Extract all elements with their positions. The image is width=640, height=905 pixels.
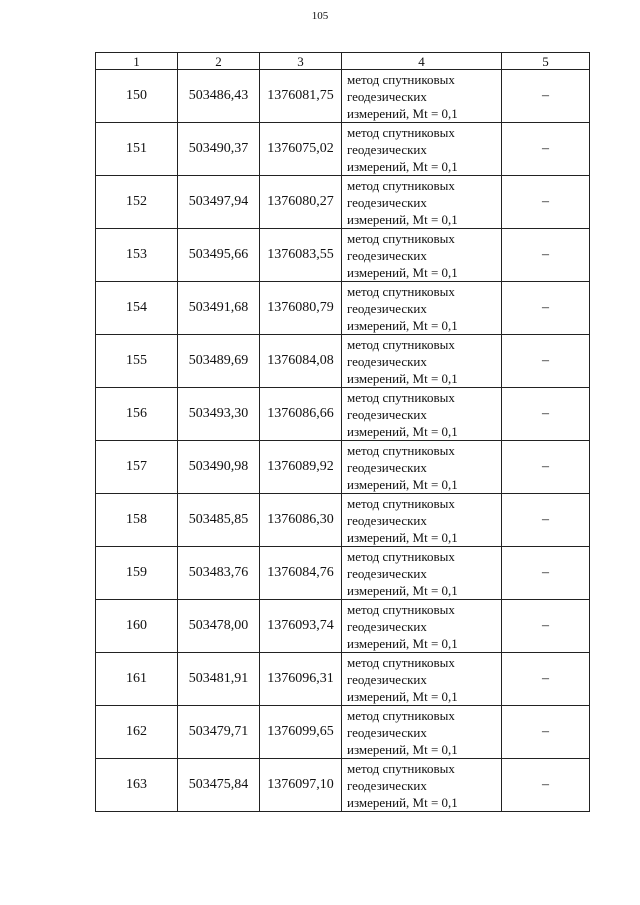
note-dash: –: [542, 300, 549, 315]
method-line: измерений, Mt = 0,1: [347, 211, 458, 227]
x-coordinate-cell: 503475,84: [178, 759, 260, 812]
x-coordinate-cell: 503495,66: [178, 229, 260, 282]
x-coordinate-cell: 503479,71: [178, 706, 260, 759]
note-cell: [502, 70, 590, 123]
method-line: метод спутниковых: [347, 177, 455, 193]
method-line: геодезических: [347, 777, 427, 793]
y-coordinate-cell: 1376089,92: [260, 441, 342, 494]
method-line: измерений, Mt = 0,1: [347, 741, 458, 757]
note-cell: [502, 759, 590, 812]
y-coordinate-cell: 1376084,08: [260, 335, 342, 388]
note-dash: –: [542, 247, 549, 262]
note-cell: [502, 706, 590, 759]
method-line: геодезических: [347, 512, 427, 528]
method-line: метод спутниковых: [347, 707, 455, 723]
note-cell: [502, 388, 590, 441]
x-coordinate-cell: 503491,68: [178, 282, 260, 335]
method-line: измерений, Mt = 0,1: [347, 105, 458, 121]
coordinates-table: [95, 52, 590, 812]
y-coordinate-cell: 1376097,10: [260, 759, 342, 812]
method-line: метод спутниковых: [347, 230, 455, 246]
point-number-cell: 159: [96, 547, 178, 600]
method-cell: [342, 600, 502, 653]
method-line: геодезических: [347, 194, 427, 210]
method-cell: [342, 388, 502, 441]
table-row: [96, 494, 590, 547]
method-line: геодезических: [347, 459, 427, 475]
point-number-cell: 158: [96, 494, 178, 547]
note-dash: –: [542, 406, 549, 421]
method-line: метод спутниковых: [347, 654, 455, 670]
note-dash: –: [542, 88, 549, 103]
table-row: [96, 600, 590, 653]
method-line: метод спутниковых: [347, 336, 455, 352]
method-line: измерений, Mt = 0,1: [347, 264, 458, 280]
x-coordinate-cell: 503497,94: [178, 176, 260, 229]
table-row: [96, 547, 590, 600]
y-coordinate-cell: 1376096,31: [260, 653, 342, 706]
y-coordinate-cell: 1376084,76: [260, 547, 342, 600]
method-line: измерений, Mt = 0,1: [347, 476, 458, 492]
table-row: [96, 335, 590, 388]
point-number-cell: 161: [96, 653, 178, 706]
method-line: измерений, Mt = 0,1: [347, 794, 458, 810]
table-row: [96, 759, 590, 812]
y-coordinate-cell: 1376086,66: [260, 388, 342, 441]
note-dash: –: [542, 724, 549, 739]
method-line: геодезических: [347, 724, 427, 740]
method-line: геодезических: [347, 353, 427, 369]
x-coordinate-cell: 503478,00: [178, 600, 260, 653]
method-cell: [342, 229, 502, 282]
note-dash: –: [542, 141, 549, 156]
note-dash: –: [542, 194, 549, 209]
point-number-cell: 155: [96, 335, 178, 388]
y-coordinate-cell: 1376080,79: [260, 282, 342, 335]
point-number-cell: 153: [96, 229, 178, 282]
note-cell: [502, 653, 590, 706]
point-number-cell: 154: [96, 282, 178, 335]
method-line: метод спутниковых: [347, 283, 455, 299]
x-coordinate-cell: 503485,85: [178, 494, 260, 547]
note-cell: [502, 547, 590, 600]
method-line: метод спутниковых: [347, 548, 455, 564]
method-line: геодезических: [347, 406, 427, 422]
table-row: [96, 653, 590, 706]
method-line: измерений, Mt = 0,1: [347, 529, 458, 545]
note-dash: –: [542, 777, 549, 792]
column-header-2: 2: [178, 53, 260, 70]
point-number-cell: 163: [96, 759, 178, 812]
table-row: [96, 706, 590, 759]
table-row: [96, 229, 590, 282]
method-line: геодезических: [347, 565, 427, 581]
method-line: геодезических: [347, 671, 427, 687]
column-header-4: 4: [342, 53, 502, 70]
note-dash: –: [542, 353, 549, 368]
x-coordinate-cell: 503493,30: [178, 388, 260, 441]
x-coordinate-cell: 503483,76: [178, 547, 260, 600]
point-number-cell: 157: [96, 441, 178, 494]
y-coordinate-cell: 1376093,74: [260, 600, 342, 653]
method-line: геодезических: [347, 88, 427, 104]
note-cell: [502, 494, 590, 547]
y-coordinate-cell: 1376080,27: [260, 176, 342, 229]
y-coordinate-cell: 1376081,75: [260, 70, 342, 123]
method-line: геодезических: [347, 618, 427, 634]
method-cell: [342, 547, 502, 600]
method-line: измерений, Mt = 0,1: [347, 158, 458, 174]
note-dash: –: [542, 459, 549, 474]
method-cell: [342, 176, 502, 229]
table-row: [96, 388, 590, 441]
method-cell: [342, 282, 502, 335]
point-number-cell: 152: [96, 176, 178, 229]
table-row: [96, 176, 590, 229]
method-cell: [342, 494, 502, 547]
y-coordinate-cell: 1376075,02: [260, 123, 342, 176]
column-header-3: 3: [260, 53, 342, 70]
x-coordinate-cell: 503490,37: [178, 123, 260, 176]
y-coordinate-cell: 1376086,30: [260, 494, 342, 547]
method-line: геодезических: [347, 141, 427, 157]
method-cell: [342, 70, 502, 123]
point-number-cell: 150: [96, 70, 178, 123]
note-cell: [502, 600, 590, 653]
note-dash: –: [542, 671, 549, 686]
method-line: измерений, Mt = 0,1: [347, 370, 458, 386]
y-coordinate-cell: 1376099,65: [260, 706, 342, 759]
method-line: измерений, Mt = 0,1: [347, 582, 458, 598]
note-cell: [502, 335, 590, 388]
x-coordinate-cell: 503489,69: [178, 335, 260, 388]
page-number: 105: [311, 10, 329, 22]
method-cell: [342, 653, 502, 706]
method-line: метод спутниковых: [347, 124, 455, 140]
method-line: метод спутниковых: [347, 495, 455, 511]
method-line: измерений, Mt = 0,1: [347, 688, 458, 704]
point-number-cell: 160: [96, 600, 178, 653]
method-line: измерений, Mt = 0,1: [347, 423, 458, 439]
note-cell: [502, 282, 590, 335]
note-dash: –: [542, 618, 549, 633]
table-body: [96, 70, 590, 812]
method-cell: [342, 759, 502, 812]
method-line: метод спутниковых: [347, 71, 455, 87]
method-line: геодезических: [347, 247, 427, 263]
method-line: метод спутниковых: [347, 389, 455, 405]
point-number-cell: 151: [96, 123, 178, 176]
x-coordinate-cell: 503490,98: [178, 441, 260, 494]
table-row: [96, 441, 590, 494]
method-line: измерений, Mt = 0,1: [347, 317, 458, 333]
note-cell: [502, 441, 590, 494]
x-coordinate-cell: 503481,91: [178, 653, 260, 706]
y-coordinate-cell: 1376083,55: [260, 229, 342, 282]
method-line: метод спутниковых: [347, 442, 455, 458]
table-row: [96, 282, 590, 335]
table-header-row: [96, 53, 590, 70]
method-cell: [342, 441, 502, 494]
table-row: [96, 123, 590, 176]
note-cell: [502, 123, 590, 176]
method-cell: [342, 706, 502, 759]
table-row: [96, 70, 590, 123]
point-number-cell: 162: [96, 706, 178, 759]
point-number-cell: 156: [96, 388, 178, 441]
x-coordinate-cell: 503486,43: [178, 70, 260, 123]
column-header-1: 1: [96, 53, 178, 70]
note-dash: –: [542, 512, 549, 527]
note-dash: –: [542, 565, 549, 580]
column-header-5: 5: [502, 53, 590, 70]
note-cell: [502, 176, 590, 229]
method-line: измерений, Mt = 0,1: [347, 635, 458, 651]
method-line: геодезических: [347, 300, 427, 316]
method-cell: [342, 123, 502, 176]
note-cell: [502, 229, 590, 282]
method-line: метод спутниковых: [347, 760, 455, 776]
method-line: метод спутниковых: [347, 601, 455, 617]
method-cell: [342, 335, 502, 388]
